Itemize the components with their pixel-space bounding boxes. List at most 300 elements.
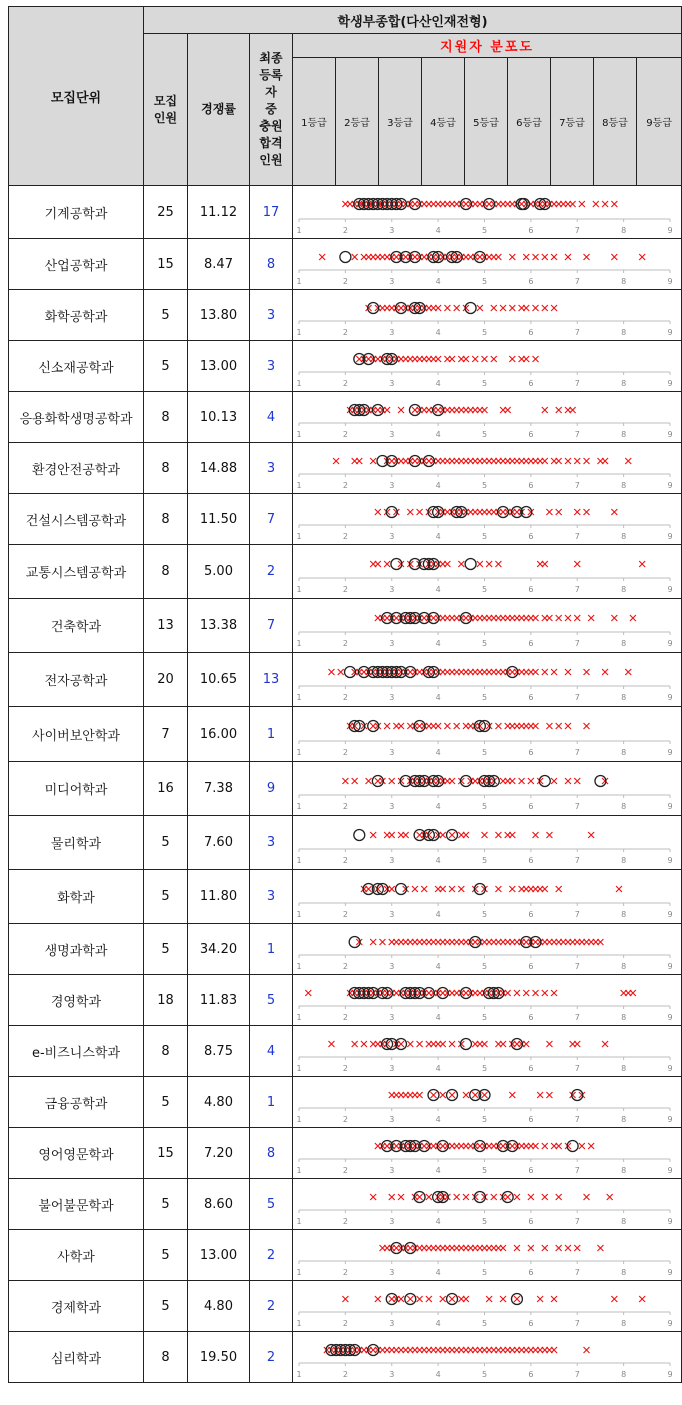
unit-cell: 금융공학과 (9, 1077, 144, 1128)
admitted-mark (460, 1038, 471, 1049)
applicant-mark (616, 886, 622, 892)
x-tick-label: 3 (389, 692, 395, 702)
applicant-mark (523, 1041, 529, 1047)
x-tick-label: 1 (296, 692, 302, 702)
applicant-mark (491, 1194, 497, 1200)
x-tick-label: 6 (528, 638, 534, 648)
admitted-mark (349, 936, 360, 947)
x-tick-label: 2 (342, 1165, 348, 1175)
unit-cell: 사학과 (9, 1230, 144, 1281)
x-tick-label: 8 (621, 909, 627, 919)
admitted-mark (539, 775, 550, 786)
applicant-mark (361, 1041, 367, 1047)
applicant-mark (542, 886, 548, 892)
x-tick-label: 3 (389, 1318, 395, 1328)
x-tick-label: 1 (296, 1267, 302, 1277)
x-tick-label: 4 (435, 909, 441, 919)
x-tick-label: 1 (296, 584, 302, 594)
applicant-mark (491, 305, 497, 311)
applicant-mark (546, 509, 552, 515)
applicant-mark (584, 723, 590, 729)
x-tick-label: 3 (389, 801, 395, 811)
distribution-plot-cell (293, 762, 682, 816)
applicant-mark (370, 1194, 376, 1200)
ratio-cell: 5.00 (188, 545, 250, 599)
admitted-mark (518, 198, 529, 209)
x-tick-label: 8 (621, 531, 627, 541)
distribution-plot (293, 654, 680, 706)
x-tick-label: 5 (481, 429, 488, 439)
x-tick-label: 5 (481, 1267, 488, 1277)
x-tick-label: 3 (389, 1267, 395, 1277)
applicant-mark (556, 1194, 562, 1200)
applicant-mark (565, 254, 571, 260)
ratio-cell: 11.80 (188, 870, 250, 924)
applicant-mark (546, 615, 552, 621)
admitted-mark (595, 775, 606, 786)
applicant-mark (449, 1296, 455, 1302)
distribution-plot (293, 187, 680, 238)
applicant-mark (528, 1245, 534, 1251)
x-tick-label: 1 (296, 531, 302, 541)
applicant-mark (551, 305, 557, 311)
distribution-plot (293, 495, 680, 544)
applicant-mark (588, 832, 594, 838)
applicant-mark (495, 832, 501, 838)
applicant-mark (523, 254, 529, 260)
distribution-plot (293, 1078, 680, 1127)
x-tick-label: 3 (389, 327, 395, 337)
applicant-mark (556, 1143, 562, 1149)
x-tick-label: 3 (389, 1114, 395, 1124)
applicant-mark (584, 458, 590, 464)
applicant-mark (491, 356, 497, 362)
applicant-mark (449, 1092, 455, 1098)
x-tick-label: 1 (296, 429, 302, 439)
distribution-plot (293, 444, 680, 493)
applicant-mark (533, 990, 539, 996)
applicant-mark (584, 254, 590, 260)
distribution-plot (293, 546, 680, 598)
applicant-mark (384, 561, 390, 567)
admitted-mark (391, 558, 402, 569)
quota-cell: 20 (144, 653, 188, 707)
x-tick-label: 2 (342, 638, 348, 648)
applicant-mark (542, 561, 548, 567)
grade-header-3: 3등급 (379, 58, 422, 186)
unit-cell: 교통시스템공학과 (9, 545, 144, 599)
unit-cell: 경영학과 (9, 975, 144, 1026)
distribution-plot (293, 1333, 680, 1382)
x-tick-label: 3 (389, 225, 395, 235)
x-tick-label: 6 (528, 1165, 534, 1175)
x-tick-label: 9 (667, 327, 673, 337)
distribution-plot (293, 708, 680, 761)
ratio-cell: 4.80 (188, 1077, 250, 1128)
x-tick-label: 8 (621, 801, 627, 811)
ratio-cell: 7.60 (188, 816, 250, 870)
distribution-plot-cell (293, 599, 682, 653)
applicant-mark (435, 723, 441, 729)
quota-header (144, 34, 188, 186)
applicant-mark (458, 561, 464, 567)
x-tick-label: 6 (528, 327, 534, 337)
applicant-mark (574, 458, 580, 464)
x-tick-label: 1 (296, 1369, 302, 1379)
x-tick-label: 5 (481, 1063, 488, 1073)
x-tick-label: 7 (574, 276, 580, 286)
unit-cell: 기계공학과 (9, 186, 144, 239)
admitted-mark (386, 506, 397, 517)
applicant-mark (379, 939, 385, 945)
x-tick-label: 9 (667, 692, 673, 702)
passed-cell: 3 (250, 290, 293, 341)
applicant-mark (565, 723, 571, 729)
applicant-mark (398, 723, 404, 729)
applicant-mark (509, 305, 515, 311)
x-tick-label: 6 (528, 801, 534, 811)
applicant-mark (607, 1194, 613, 1200)
applicant-mark (412, 886, 418, 892)
x-tick-label: 6 (528, 855, 534, 865)
applicant-mark (505, 990, 511, 996)
x-tick-label: 4 (435, 1267, 441, 1277)
applicant-mark (533, 615, 539, 621)
applicant-mark (417, 1194, 423, 1200)
applicant-mark (417, 1092, 423, 1098)
x-tick-label: 2 (342, 1114, 348, 1124)
x-tick-label: 2 (342, 327, 348, 337)
applicant-mark (495, 886, 501, 892)
applicant-mark (486, 561, 492, 567)
x-tick-label: 9 (667, 225, 673, 235)
x-tick-label: 5 (481, 1318, 488, 1328)
x-tick-label: 4 (435, 638, 441, 648)
passed-cell: 1 (250, 707, 293, 762)
table-row (9, 186, 682, 239)
x-tick-label: 6 (528, 961, 534, 971)
applicant-mark (384, 723, 390, 729)
applicant-mark (366, 886, 372, 892)
x-tick-label: 7 (574, 429, 580, 439)
distribution-plot (293, 600, 680, 652)
unit-cell: 산업공학과 (9, 239, 144, 290)
applicant-mark (482, 832, 488, 838)
x-tick-label: 5 (481, 327, 488, 337)
applicant-mark (551, 1347, 557, 1353)
applicant-mark (407, 509, 413, 515)
unit-cell: 건설시스템공학과 (9, 494, 144, 545)
x-tick-label: 9 (667, 638, 673, 648)
applicant-mark (588, 615, 594, 621)
distribution-plot-cell (293, 1077, 682, 1128)
applicant-mark (556, 615, 562, 621)
admitted-mark (345, 666, 356, 677)
x-tick-label: 8 (621, 1369, 627, 1379)
quota-cell: 8 (144, 545, 188, 599)
distribution-plot (293, 1180, 680, 1229)
ratio-cell: 13.38 (188, 599, 250, 653)
x-tick-label: 4 (435, 429, 441, 439)
quota-cell: 15 (144, 239, 188, 290)
quota-cell: 8 (144, 1332, 188, 1383)
x-tick-label: 1 (296, 855, 302, 865)
distribution-plot-cell (293, 545, 682, 599)
admitted-mark (465, 558, 476, 569)
quota-cell: 5 (144, 1281, 188, 1332)
table-row (9, 707, 682, 762)
x-tick-label: 7 (574, 378, 580, 388)
unit-cell: 생명과학과 (9, 924, 144, 975)
x-tick-label: 8 (621, 638, 627, 648)
applicant-mark (486, 1296, 492, 1302)
x-tick-label: 9 (667, 378, 673, 388)
x-tick-label: 3 (389, 584, 395, 594)
applicant-mark (472, 1092, 478, 1098)
ratio-cell: 11.83 (188, 975, 250, 1026)
applicant-mark (579, 201, 585, 207)
x-tick-label: 1 (296, 1216, 302, 1226)
applicant-mark (463, 356, 469, 362)
applicant-mark (356, 458, 362, 464)
table-row (9, 870, 682, 924)
results-body (9, 186, 682, 1383)
table-row (9, 290, 682, 341)
applicant-mark (542, 990, 548, 996)
applicant-mark (444, 723, 450, 729)
applicant-mark (551, 254, 557, 260)
quota-cell: 5 (144, 870, 188, 924)
x-tick-label: 3 (389, 961, 395, 971)
applicant-mark (509, 356, 515, 362)
x-tick-label: 2 (342, 378, 348, 388)
x-tick-label: 5 (481, 692, 488, 702)
quota-cell: 8 (144, 392, 188, 443)
applicant-mark (495, 561, 501, 567)
x-tick-label: 6 (528, 692, 534, 702)
x-tick-label: 1 (296, 225, 302, 235)
x-tick-label: 6 (528, 1318, 534, 1328)
applicant-mark (639, 1296, 645, 1302)
grade-header-1: 1등급 (293, 58, 336, 186)
x-tick-label: 9 (667, 480, 673, 490)
x-tick-label: 7 (574, 1012, 580, 1022)
applicant-mark (556, 407, 562, 413)
x-tick-label: 8 (621, 961, 627, 971)
applicant-mark (579, 1143, 585, 1149)
x-tick-label: 7 (574, 1114, 580, 1124)
x-tick-label: 4 (435, 531, 441, 541)
applicant-mark (584, 1194, 590, 1200)
ratio-cell: 16.00 (188, 707, 250, 762)
x-tick-label: 3 (389, 638, 395, 648)
ratio-cell: 11.12 (188, 186, 250, 239)
x-tick-label: 1 (296, 1318, 302, 1328)
x-tick-label: 8 (621, 480, 627, 490)
x-tick-label: 2 (342, 961, 348, 971)
x-tick-label: 1 (296, 747, 302, 757)
applicant-mark (528, 778, 534, 784)
passed-header-label: 최종 등록 자 중 충원 합격 인원 (259, 51, 283, 167)
unit-cell: e-비즈니스학과 (9, 1026, 144, 1077)
applicant-mark (449, 886, 455, 892)
x-tick-label: 5 (481, 909, 488, 919)
quota-cell: 13 (144, 599, 188, 653)
x-tick-label: 9 (667, 1165, 673, 1175)
unit-cell: 영어영문학과 (9, 1128, 144, 1179)
passed-cell: 7 (250, 494, 293, 545)
applicant-mark (514, 990, 520, 996)
x-tick-label: 3 (389, 429, 395, 439)
applicant-mark (375, 1296, 381, 1302)
applicant-mark (426, 1194, 432, 1200)
applicant-mark (407, 1296, 413, 1302)
passed-cell: 2 (250, 545, 293, 599)
x-tick-label: 3 (389, 1012, 395, 1022)
distribution-plot (293, 1231, 680, 1280)
grade-header-2: 2등급 (336, 58, 379, 186)
x-tick-label: 4 (435, 480, 441, 490)
passed-cell: 4 (250, 392, 293, 443)
applicant-mark (440, 886, 446, 892)
applicant-mark (565, 1245, 571, 1251)
applicant-mark (505, 407, 511, 413)
unit-cell: 물리학과 (9, 816, 144, 870)
applicant-mark (602, 201, 608, 207)
distribution-title: 지원자 분포도 (293, 34, 682, 58)
x-tick-label: 2 (342, 855, 348, 865)
applicant-mark (639, 561, 645, 567)
x-tick-label: 1 (296, 1165, 302, 1175)
x-tick-label: 6 (528, 909, 534, 919)
x-tick-label: 6 (528, 429, 534, 439)
x-tick-label: 6 (528, 276, 534, 286)
x-tick-label: 1 (296, 480, 302, 490)
x-tick-label: 3 (389, 855, 395, 865)
table-row (9, 341, 682, 392)
quota-cell: 5 (144, 1179, 188, 1230)
applicant-mark (500, 1296, 506, 1302)
x-tick-label: 2 (342, 1216, 348, 1226)
grade-header-8: 8등급 (594, 58, 637, 186)
passed-cell: 1 (250, 1077, 293, 1128)
applicant-mark (342, 778, 348, 784)
applicant-mark (533, 669, 539, 675)
quota-cell: 5 (144, 1230, 188, 1281)
applicant-mark (500, 1041, 506, 1047)
x-tick-label: 7 (574, 1318, 580, 1328)
x-tick-label: 1 (296, 801, 302, 811)
applicant-mark (542, 1194, 548, 1200)
x-tick-label: 6 (528, 1267, 534, 1277)
unit-cell: 응용화학생명공학과 (9, 392, 144, 443)
table-row (9, 1281, 682, 1332)
x-tick-label: 3 (389, 276, 395, 286)
applicant-mark (533, 356, 539, 362)
applicant-mark (389, 886, 395, 892)
ratio-cell: 34.20 (188, 924, 250, 975)
ratio-cell: 10.65 (188, 653, 250, 707)
applicant-mark (495, 723, 501, 729)
applicant-mark (542, 407, 548, 413)
x-tick-label: 6 (528, 480, 534, 490)
admitted-mark (354, 829, 365, 840)
x-tick-label: 8 (621, 584, 627, 594)
applicant-mark (546, 1041, 552, 1047)
applicant-mark (542, 669, 548, 675)
x-tick-label: 9 (667, 429, 673, 439)
x-tick-label: 7 (574, 584, 580, 594)
x-tick-label: 6 (528, 1216, 534, 1226)
distribution-plot-cell (293, 443, 682, 494)
applicant-mark (384, 407, 390, 413)
distribution-plot (293, 925, 680, 974)
x-tick-label: 7 (574, 1165, 580, 1175)
ratio-cell: 13.00 (188, 341, 250, 392)
applicant-mark (542, 458, 548, 464)
admitted-mark (567, 1140, 578, 1151)
x-tick-label: 7 (574, 692, 580, 702)
applicant-mark (435, 356, 441, 362)
x-tick-label: 4 (435, 1114, 441, 1124)
x-tick-label: 4 (435, 1318, 441, 1328)
applicant-mark (542, 1143, 548, 1149)
x-tick-label: 3 (389, 1063, 395, 1073)
distribution-plot (293, 240, 680, 289)
x-tick-label: 5 (481, 1369, 488, 1379)
ratio-cell: 8.60 (188, 1179, 250, 1230)
x-tick-label: 6 (528, 378, 534, 388)
x-tick-label: 5 (481, 531, 488, 541)
x-tick-label: 7 (574, 909, 580, 919)
applicant-mark (565, 669, 571, 675)
applicant-mark (584, 1347, 590, 1353)
table-row (9, 1128, 682, 1179)
applicant-mark (523, 990, 529, 996)
x-tick-label: 8 (621, 225, 627, 235)
applicant-mark (505, 1194, 511, 1200)
distribution-plot (293, 976, 680, 1025)
applicant-mark (444, 561, 450, 567)
x-tick-label: 5 (481, 638, 488, 648)
passed-cell: 2 (250, 1332, 293, 1383)
passed-cell: 7 (250, 599, 293, 653)
applicant-mark (514, 1194, 520, 1200)
x-tick-label: 7 (574, 531, 580, 541)
admitted-mark (460, 775, 471, 786)
x-tick-label: 7 (574, 638, 580, 648)
quota-cell: 5 (144, 1077, 188, 1128)
table-row (9, 443, 682, 494)
x-tick-label: 9 (667, 801, 673, 811)
ratio-cell: 13.80 (188, 290, 250, 341)
distribution-plot-cell (293, 1128, 682, 1179)
applicant-mark (477, 305, 483, 311)
applicant-mark (584, 669, 590, 675)
applicant-mark (533, 305, 539, 311)
distribution-plot-cell (293, 1332, 682, 1383)
x-tick-label: 1 (296, 909, 302, 919)
quota-cell: 8 (144, 494, 188, 545)
applicant-mark (389, 832, 395, 838)
applicant-mark (611, 254, 617, 260)
x-tick-label: 3 (389, 909, 395, 919)
applicant-mark (570, 201, 576, 207)
distribution-plot (293, 342, 680, 391)
admitted-mark (368, 302, 379, 313)
applicant-mark (574, 509, 580, 515)
passed-cell: 8 (250, 239, 293, 290)
